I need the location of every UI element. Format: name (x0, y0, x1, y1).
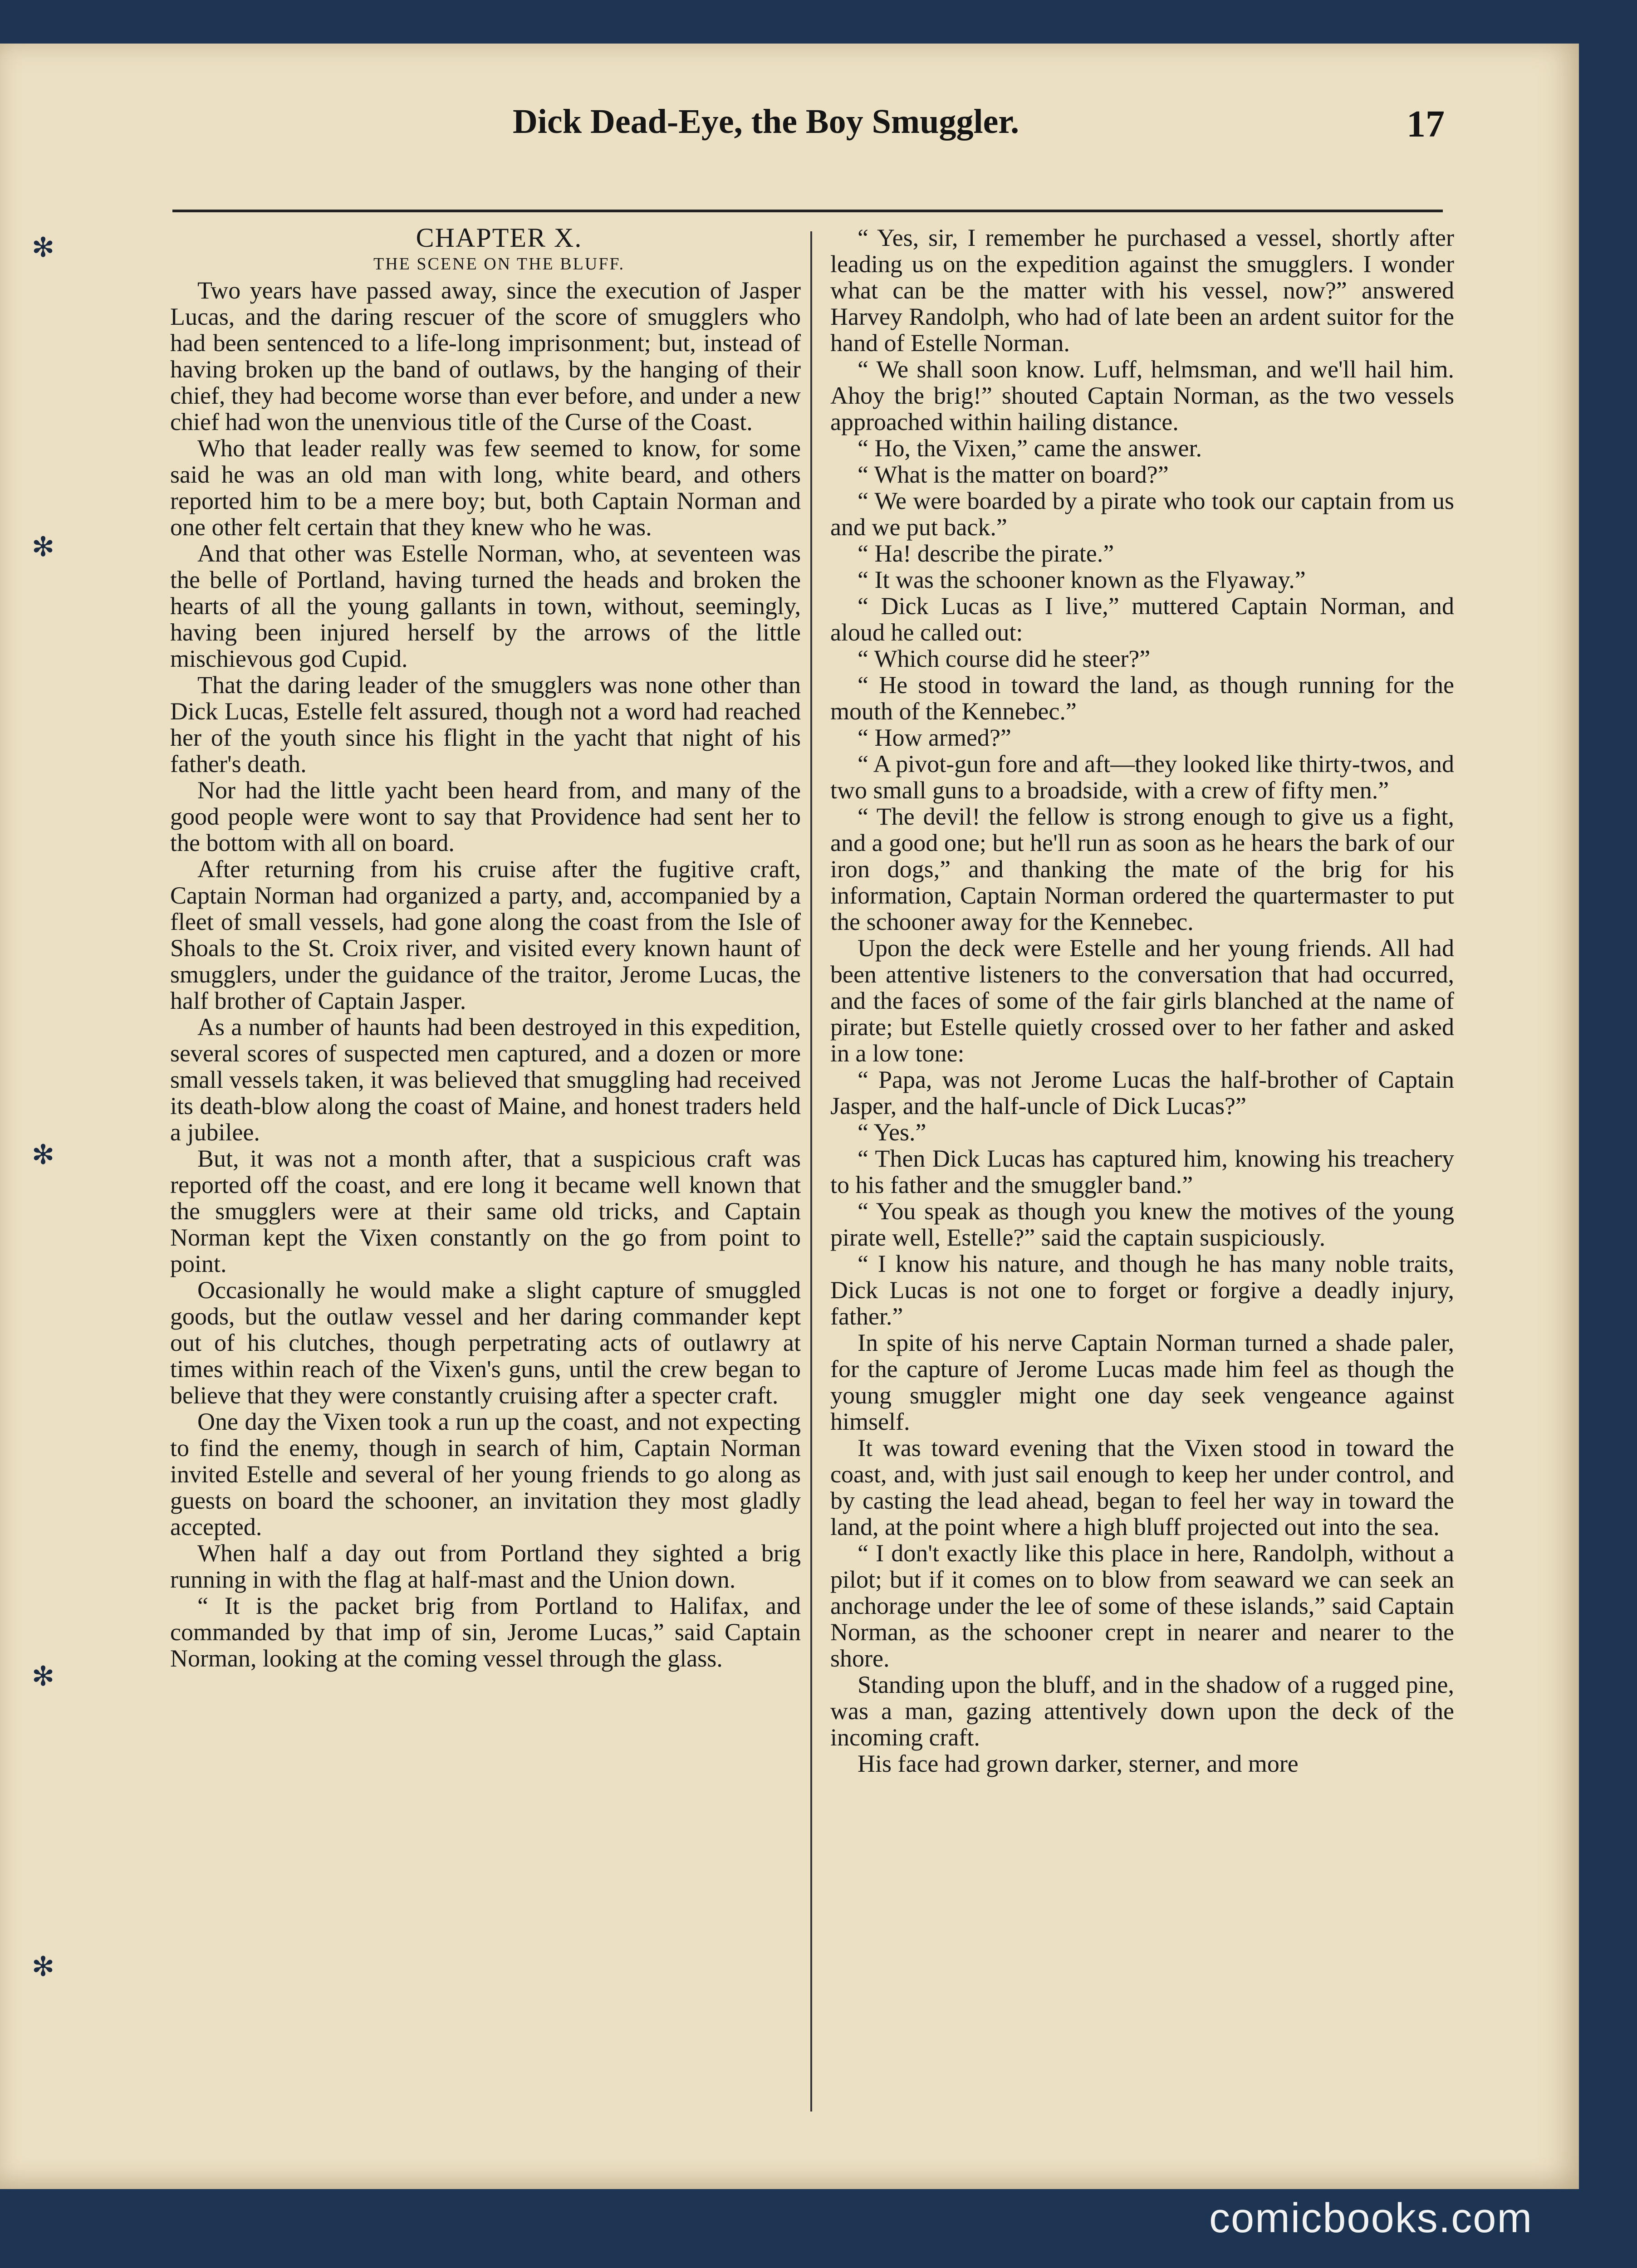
paragraph: “ How armed?” (858, 724, 1011, 751)
header-rule (172, 210, 1443, 212)
paragraph: “ Ho, the Vixen,” came the answer. (858, 435, 1202, 462)
chapter-subtitle: THE SCENE ON THE BLUFF. (373, 254, 625, 274)
paragraph: When half a day out from Portland they sighted a brig running in with the flag at half-mast and the Union down. (170, 1540, 801, 1593)
paragraph: It was toward evening that the Vixen stood in toward the coast, and, with just sail enough to keep her under control, and by casting the lead ahead, began to feel her way in toward the land, at the point where a high bluff projected out into the sea. (830, 1434, 1454, 1540)
paragraph: “ What is the matter on board?” (858, 461, 1169, 488)
paragraph: In spite of his nerve Captain Norman turned a shade paler, for the capture of Jerome Lucas made him feel as though the young smuggler might one day seek vengeance against himself. (830, 1329, 1454, 1435)
binding-stitch: ✻ (31, 1952, 55, 1982)
binding-stitch: ✻ (31, 233, 55, 263)
paragraph: “ Papa, was not Jerome Lucas the half-brother of Captain Jasper, and the half-uncle of Dick Lucas?” (830, 1066, 1454, 1119)
column-divider (810, 231, 812, 2112)
paragraph: “ You speak as though you knew the motives of the young pirate well, Estelle?” said the captain suspiciously. (830, 1198, 1454, 1251)
paragraph: “ He stood in toward the land, as though running for the mouth of the Kennebec.” (830, 671, 1454, 725)
paragraph: One day the Vixen took a run up the coast, and not expecting to find the enemy, though in search of him, Captain Norman invited Estelle and several of her young friends to go along as guests on board the schooner, an invitation they most gladly accepted. (170, 1408, 801, 1540)
paragraph: Occasionally he would make a slight capture of smuggled goods, but the outlaw vessel and her daring commander kept out of his clutches, though perpetrating acts of outlawry at times within reach of the Vixen's guns, until the crew began to believe that they were constantly cruising after a specter craft. (170, 1276, 801, 1409)
paragraph: Upon the deck were Estelle and her young friends. All had been attentive listeners to the conversation that had occurred, and the faces of some of the fair girls blanched at the name of pirate; but Estelle quietly crossed over to her father and asked in a low tone: (830, 934, 1454, 1067)
paragraph: “ I don't exactly like this place in here, Randolph, without a pilot; but if it comes on to blow from seaward we can seek an anchorage under the lee of some of these islands,” said Captain Norman, as the schooner crept in nearer and nearer to the shore. (830, 1540, 1454, 1672)
binding-stitch: ✻ (31, 532, 55, 562)
page-number: 17 (1407, 103, 1445, 145)
binding-stitch: ✻ (31, 1662, 55, 1691)
paragraph: “ Yes, sir, I remember he purchased a vessel, shortly after leading us on the expedition against the smugglers. I wonder what can be the matter with his vessel, now?” answered Harvey Randolph, who had of late been an ardent suitor for the hand of Estelle Norman. (830, 224, 1454, 357)
paragraph: “ We were boarded by a pirate who took our captain from us and we put back.” (830, 487, 1454, 541)
right-text-column (830, 225, 1454, 1777)
paragraph: Two years have passed away, since the execution of Jasper Lucas, and the daring rescuer of the score of smugglers who had been sentenced to a life-long imprisonment; but, instead of having broken up the band of outlaws, by the hanging of their chief, they had become worse than ever before, and under a new chief had won the unenvious title of the Curse of the Coast. (170, 277, 801, 435)
paragraph: “ Dick Lucas as I live,” muttered Captain Norman, and aloud he called out: (830, 592, 1454, 646)
paragraph: “ It is the packet brig from Portland to Halifax, and commanded by that imp of sin, Jerome Lucas,” said Captain Norman, looking at the coming vessel through the glass. (170, 1592, 801, 1672)
paragraph: Who that leader really was few seemed to know, for some said he was an old man with long, white beard, and others reported him to be a mere boy; but, both Captain Norman and one other felt certain that they knew who he was. (170, 435, 801, 541)
paragraph: “ Ha! describe the pirate.” (858, 540, 1114, 567)
paragraph: “ The devil! the fellow is strong enough to give us a fight, and a good one; but he'll run as soon as he hears the bark of our iron dogs,” and thanking the mate of the brig for his information, Captain Norman ordered the quartermaster to put the schooner away for the Kennebec. (830, 803, 1454, 935)
paragraph: His face had grown darker, sterner, and more (858, 1750, 1299, 1777)
paragraph: And that other was Estelle Norman, who, at seventeen was the belle of Portland, having turned the heads and broken the hearts of all the young gallants in town, without, seemingly, having been injured herself by the arrows of the little mischievous god Cupid. (170, 540, 801, 672)
paragraph: “ Then Dick Lucas has captured him, knowing his treachery to his father and the smuggler band.” (830, 1145, 1454, 1198)
paragraph: “ Yes.” (858, 1119, 926, 1146)
binding-stitch: ✻ (31, 1140, 55, 1170)
site-watermark: comicbooks.com (1209, 2195, 1533, 2241)
chapter-title: CHAPTER X. (416, 223, 583, 253)
paragraph: After returning from his cruise after the fugitive craft, Captain Norman had organized a party, and, accompanied by a fleet of small vessels, had gone along the coast from the Isle of Shoals to the St. Croix river, and visited every known haunt of smugglers, under the guidance of the traitor, Jerome Lucas, the half brother of Captain Jasper. (170, 855, 801, 1014)
paragraph: “ We shall soon know. Luff, helmsman, and we'll hail him. Ahoy the brig!” shouted Captain Norman, as the two vessels approached within hailing distance. (830, 356, 1454, 435)
paragraph: But, it was not a month after, that a suspicious craft was reported off the coast, and ere long it became well known that the smugglers were at their same old tricks, and Captain Norman kept the Vixen constantly on the go from point to point. (170, 1145, 801, 1277)
paragraph: Standing upon the bluff, and in the shadow of a rugged pine, was a man, gazing attentively down upon the deck of the incoming craft. (830, 1671, 1454, 1751)
paragraph: “ Which course did he steer?” (858, 645, 1151, 672)
paragraph: Nor had the little yacht been heard from, and many of the good people were wont to say that Providence had sent her to the bottom with all on board. (170, 777, 801, 856)
paragraph: “ It was the schooner known as the Flyaway.” (858, 566, 1306, 593)
paragraph: As a number of haunts had been destroyed in this expedition, several scores of suspected men captured, and a dozen or more small vessels taken, it was believed that smuggling had received its death-blow along the coast of Maine, and honest traders held a jubilee. (170, 1013, 801, 1146)
paragraph: “ I know his nature, and though he has many noble traits, Dick Lucas is not one to forget or forgive a deadly injury, father.” (830, 1250, 1454, 1330)
paragraph: That the daring leader of the smugglers was none other than Dick Lucas, Estelle felt assured, though not a word had reached her of the youth since his flight in the yacht that night of his father's death. (170, 671, 801, 777)
running-head-title: Dick Dead-Eye, the Boy Smuggler. (513, 103, 1019, 141)
left-text-column (170, 225, 801, 1672)
paragraph: “ A pivot-gun fore and aft—they looked like thirty-twos, and two small guns to a broadside, with a crew of fifty men.” (830, 750, 1454, 804)
